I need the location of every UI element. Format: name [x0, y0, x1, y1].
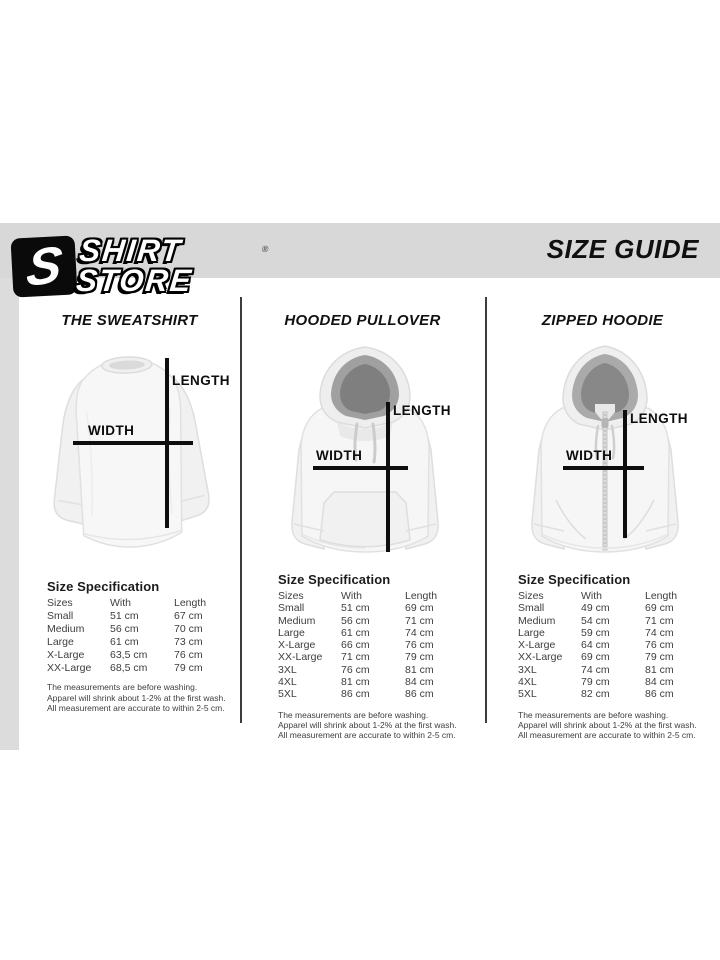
spec-row: XX-Large 69 cm 79 cm — [518, 651, 674, 664]
registered-mark: ® — [261, 244, 271, 254]
spec-row: X-Large 66 cm 76 cm — [278, 639, 434, 652]
logo-line2: STORE — [74, 263, 195, 298]
spec-header-row: Sizes With Length — [278, 590, 438, 602]
section-title-hooded-pullover: HOODED PULLOVER — [284, 312, 441, 329]
spec-heading: Size Specification — [518, 572, 631, 587]
spec-row: 3XL 74 cm 81 cm — [518, 663, 674, 676]
spec-row: Large 59 cm 74 cm — [518, 626, 674, 639]
logo-s-icon: S — [10, 235, 77, 297]
note-line: Apparel will shrink about 1-2% at the first wash. — [278, 719, 457, 730]
spec-row: Large 61 cm 73 cm — [47, 635, 203, 648]
spec-row: Medium 54 cm 71 cm — [518, 614, 674, 627]
width-line — [563, 466, 644, 470]
width-line — [313, 466, 408, 470]
logo-wordmark — [74, 233, 271, 298]
note-line: Apparel will shrink about 1-2% at the first wash. — [47, 692, 226, 703]
spec-heading: Size Specification — [47, 579, 160, 594]
column-divider — [485, 297, 487, 723]
spec-table-zipped-hoodie — [518, 572, 718, 741]
spec-header-row: Sizes With Length — [518, 590, 678, 602]
left-margin-strip — [0, 278, 19, 750]
spec-row: X-Large 64 cm 76 cm — [518, 639, 674, 652]
spec-row: Large 61 cm 74 cm — [278, 626, 434, 639]
spec-row: 3XL 76 cm 81 cm — [278, 663, 434, 676]
spec-table-hooded-pullover — [278, 572, 478, 741]
spec-table-sweatshirt — [47, 579, 247, 713]
note-line: The measurements are before washing. — [518, 709, 669, 720]
spec-row: Small 49 cm 69 cm — [518, 602, 674, 615]
logo-line1: SHIRT — [77, 233, 184, 268]
spec-notes — [518, 710, 718, 741]
length-line — [386, 402, 390, 552]
length-label: LENGTH — [630, 411, 688, 426]
spec-row: Medium 56 cm 71 cm — [278, 614, 434, 627]
spec-row: 5XL 86 cm 86 cm — [278, 688, 434, 701]
note-line: The measurements are before washing. — [278, 709, 429, 720]
width-line — [73, 441, 193, 445]
spec-heading: Size Specification — [278, 572, 391, 587]
spec-row: XX-Large 68,5 cm 79 cm — [47, 661, 203, 674]
spec-rows — [278, 602, 478, 700]
spec-notes — [278, 710, 478, 741]
width-label: WIDTH — [566, 448, 613, 463]
note-line: All measurement are accurate to within 2-5 cm. — [47, 703, 225, 714]
spec-row: 4XL 79 cm 84 cm — [518, 676, 674, 689]
width-label: WIDTH — [316, 448, 363, 463]
note-line: All measurement are accurate to within 2-5 cm. — [518, 730, 696, 741]
spec-row: XX-Large 71 cm 79 cm — [278, 651, 434, 664]
spec-rows — [47, 610, 247, 675]
spec-row: Medium 56 cm 70 cm — [47, 622, 203, 635]
spec-header-row: Sizes With Length — [47, 597, 207, 609]
section-title-zipped-hoodie: ZIPPED HOODIE — [541, 312, 664, 329]
width-label: WIDTH — [88, 423, 135, 438]
spec-row: 5XL 82 cm 86 cm — [518, 688, 674, 701]
note-line: All measurement are accurate to within 2-5 cm. — [278, 730, 456, 741]
length-line — [623, 410, 627, 538]
spec-row: 4XL 81 cm 84 cm — [278, 676, 434, 689]
spec-row: Small 51 cm 69 cm — [278, 602, 434, 615]
length-label: LENGTH — [393, 403, 451, 418]
hooded-pullover-image — [272, 342, 458, 570]
spec-row: Small 51 cm 67 cm — [47, 609, 203, 622]
note-line: The measurements are before washing. — [47, 682, 198, 693]
note-line: Apparel will shrink about 1-2% at the first wash. — [518, 719, 697, 730]
length-label: LENGTH — [172, 373, 230, 388]
spec-notes — [47, 682, 247, 713]
section-title-sweatshirt: THE SWEATSHIRT — [61, 312, 198, 329]
spec-rows — [518, 602, 718, 700]
page-title: SIZE GUIDE — [546, 234, 699, 264]
spec-row: X-Large 63,5 cm 76 cm — [47, 648, 203, 661]
